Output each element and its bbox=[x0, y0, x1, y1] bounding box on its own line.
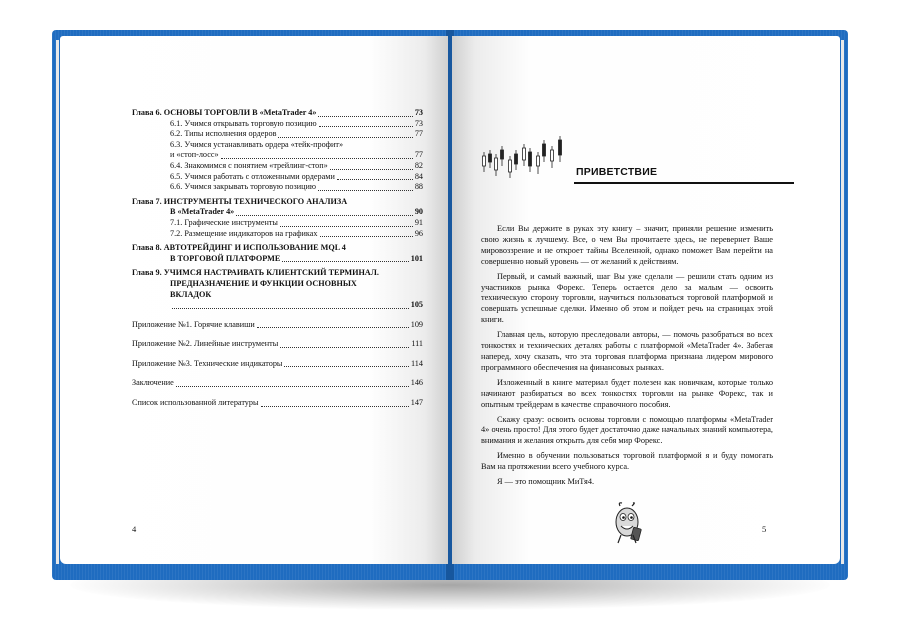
toc-spacer bbox=[132, 350, 423, 359]
page-edge-left bbox=[56, 40, 59, 564]
page-edge-right bbox=[841, 40, 844, 564]
toc-entry-title: В ТОРГОВОЙ ПЛАТФОРМЕ bbox=[170, 253, 281, 263]
toc-leader-dots bbox=[318, 116, 412, 117]
toc-page-number: 91 bbox=[414, 217, 423, 227]
toc-section-entry bbox=[132, 229, 423, 240]
toc-entry-title: Список использованной литературы bbox=[132, 398, 259, 408]
toc-entry-title: 7.2. Размещение индикаторов на графиках bbox=[170, 228, 318, 238]
toc-page-number: 77 bbox=[414, 129, 423, 139]
toc-entry-title: Глава 6. ОСНОВЫ ТОРГОВЛИ В «MetaTrader 4» bbox=[132, 108, 317, 117]
greeting-paragraph: Главная цель, которую преследовали авторы, — помочь разобраться во всех тонкостях и технических деталях работы с платформой «MetaTrader 4». Забегая наперед, хочу сказать, что эта торговая платформа признана лидером мирового программного обеспечения на финансовых рынках. bbox=[481, 330, 773, 372]
toc-entry-title: 7.1. Графические инструменты bbox=[170, 217, 278, 227]
candlestick-chart-icon bbox=[480, 132, 570, 182]
toc-leader-dots bbox=[319, 126, 413, 127]
toc-line: Глава 9. УЧИМСЯ НАСТРАИВАТЬ КЛИЕНТСКИЙ ТЕРМИНАЛ. bbox=[132, 268, 379, 278]
toc-entry-title: В «MetaTrader 4» bbox=[170, 207, 235, 217]
toc-page-number: 73 bbox=[414, 118, 423, 128]
toc-page-number: 101 bbox=[410, 253, 423, 263]
section-header bbox=[480, 132, 770, 182]
toc-page-number: 111 bbox=[411, 339, 423, 349]
toc-leader-dots bbox=[280, 347, 409, 348]
toc-line: 6.3. Учимся устанавливать ордера «тейк-профит» bbox=[170, 139, 344, 149]
greeting-paragraph: Я — это помощник МиТя4. bbox=[497, 477, 595, 487]
toc-entry-title: 6.4. Знакомимся с понятием «трейлинг-стоп» bbox=[170, 160, 328, 170]
mascot-illustration bbox=[610, 502, 644, 546]
toc-chapter-entry bbox=[132, 207, 423, 218]
toc-leader-dots bbox=[330, 169, 413, 170]
toc-leader-dots bbox=[284, 366, 409, 367]
page-heading: ПРИВЕТСТВИЕ bbox=[576, 166, 658, 178]
table-of-contents bbox=[132, 108, 423, 409]
toc-page-number: 90 bbox=[414, 207, 423, 217]
greeting-text bbox=[481, 224, 773, 492]
toc-page-number: 114 bbox=[411, 358, 423, 368]
right-page-number: 5 bbox=[762, 524, 767, 534]
toc-page-number: 105 bbox=[410, 300, 423, 310]
toc-page-number: 77 bbox=[414, 150, 423, 160]
toc-spacer bbox=[132, 330, 423, 339]
toc-spacer bbox=[132, 389, 423, 398]
toc-entry bbox=[132, 339, 423, 350]
greeting-paragraph: Именно в обучении пользоваться торговой платформой я и буду помогать Вам на протяжении всего учебного курса. bbox=[481, 451, 773, 472]
toc-leader-dots bbox=[337, 179, 413, 180]
toc-entry bbox=[132, 320, 423, 331]
toc-line: ПРЕДНАЗНАЧЕНИЕ И ФУНКЦИИ ОСНОВНЫХ bbox=[170, 278, 357, 288]
toc-leader-dots bbox=[320, 236, 413, 237]
toc-entry-title: 6.1. Учимся открывать торговую позицию bbox=[170, 118, 317, 128]
toc-leader-dots bbox=[257, 327, 409, 328]
toc-leader-dots bbox=[172, 308, 409, 309]
toc-line: ВКЛАДОК bbox=[170, 289, 212, 299]
toc-section-entry bbox=[132, 172, 423, 183]
toc-leader-dots bbox=[176, 386, 409, 387]
toc-entry-title: Приложение №2. Линейные инструменты bbox=[132, 339, 279, 349]
toc-page-number: 82 bbox=[414, 160, 423, 170]
left-page-number: 4 bbox=[132, 524, 137, 534]
toc-entry bbox=[132, 378, 423, 389]
left-page bbox=[60, 36, 448, 564]
toc-section-entry bbox=[132, 182, 423, 193]
toc-spacer bbox=[132, 311, 423, 320]
toc-entry-title: Приложение №3. Технические индикаторы bbox=[132, 358, 283, 368]
toc-section-entry bbox=[132, 218, 423, 229]
toc-leader-dots bbox=[221, 158, 413, 159]
toc-leader-dots bbox=[278, 137, 412, 138]
greeting-paragraph: Первый, и самый важный, шаг Вы уже сделали — решили стать одним из участников рынка Форекс. Теперь остается дело за малым — освоить техническую сторону торговли, научиться пользоваться торговой платформой и совершать успешные сделки. Именно об этом и пойдет речь на страницах этой книги. bbox=[481, 271, 773, 325]
toc-page-number: 73 bbox=[414, 108, 423, 117]
right-page bbox=[452, 36, 840, 564]
toc-section-entry bbox=[132, 129, 423, 140]
toc-page-number: 109 bbox=[410, 319, 423, 329]
toc-page-number: 84 bbox=[414, 171, 423, 181]
toc-leader-dots bbox=[261, 406, 409, 407]
toc-line: Глава 8. АВТОТРЕЙДИНГ И ИСПОЛЬЗОВАНИЕ MQL 4 bbox=[132, 243, 346, 253]
toc-leader-dots bbox=[282, 261, 408, 262]
toc-section-entry bbox=[132, 161, 423, 172]
toc-chapter-entry bbox=[132, 300, 423, 311]
greeting-paragraph: Скажу сразу: освоить основы торговли с помощью платформы «MetaTrader 4» очень просто! Для этого будет достаточно даже начальных знаний компьютера, внимания и желания открыть для себя мир Форекс. bbox=[481, 414, 773, 446]
toc-entry bbox=[132, 359, 423, 370]
toc-page-number: 146 bbox=[410, 378, 423, 388]
toc-section-entry bbox=[132, 150, 423, 161]
toc-entry bbox=[132, 398, 423, 409]
toc-entry-title: 6.2. Типы исполнения ордеров bbox=[170, 129, 277, 139]
toc-entry-title: 6.6. Учимся закрывать торговую позицию bbox=[170, 182, 316, 192]
toc-page-number: 96 bbox=[414, 228, 423, 238]
toc-entry-title: 6.5. Учимся работать с отложенными ордерами bbox=[170, 171, 335, 181]
toc-spacer bbox=[132, 369, 423, 378]
greeting-paragraph: Если Вы держите в руках эту книгу – значит, приняли решение изменить свою жизнь к лучшему. Все, о чем Вы прочитаете здесь, не перевернет Ваше мировоззрение и не откроет тайны Вселенной, однако поможет Вам перейти на совершенно новый уровень — от желаний к действиям. bbox=[481, 224, 773, 266]
toc-page-number: 147 bbox=[410, 398, 423, 408]
toc-entry-title: Заключение bbox=[132, 378, 174, 388]
toc-entry-title: и «стоп-лосс» bbox=[170, 150, 219, 160]
toc-leader-dots bbox=[236, 215, 413, 216]
toc-page-number: 88 bbox=[414, 182, 423, 192]
toc-line: Глава 7. ИНСТРУМЕНТЫ ТЕХНИЧЕСКОГО АНАЛИЗА bbox=[132, 196, 348, 206]
heading-underline bbox=[574, 182, 794, 184]
toc-entry-title: Приложение №1. Горячие клавиши bbox=[132, 319, 255, 329]
toc-leader-dots bbox=[318, 190, 413, 191]
toc-chapter-entry bbox=[132, 108, 423, 119]
toc-chapter-entry bbox=[132, 254, 423, 265]
toc-leader-dots bbox=[280, 226, 413, 227]
greeting-paragraph: Изложенный в книге материал будет полезен как новичкам, которые только начинают разбираться во всех тонкостях торговли на рынке Форекс, так и опытным трейдерам в качестве справочного пособия. bbox=[481, 377, 773, 409]
toc-section-entry bbox=[132, 119, 423, 130]
